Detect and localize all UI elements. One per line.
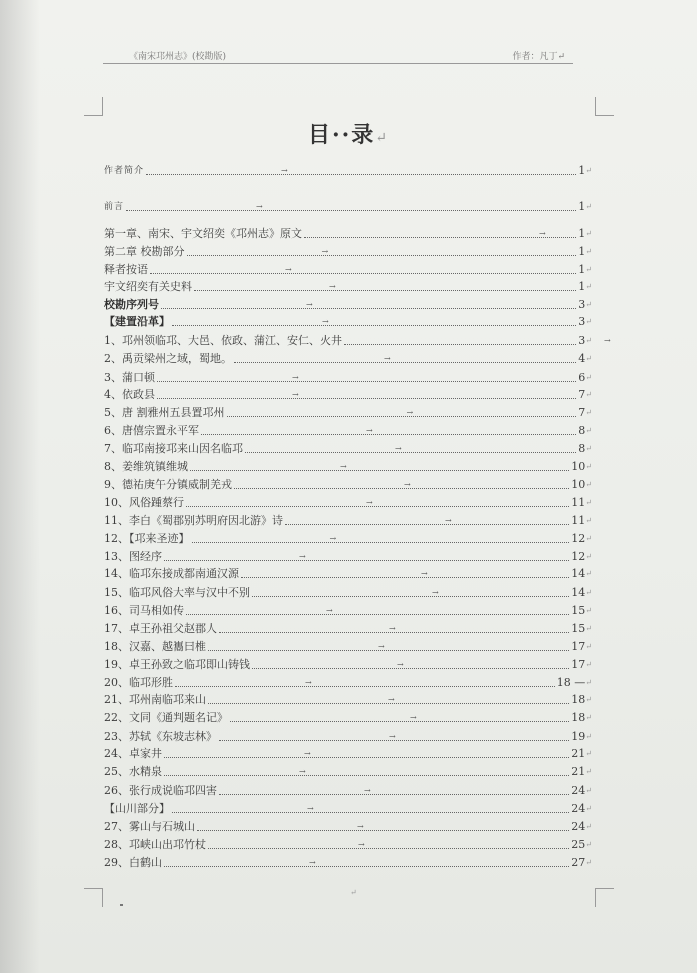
dot-leader xyxy=(194,282,576,291)
toc-entry-label: 9、德祐庚午分镇威制羌戎 xyxy=(104,478,232,491)
dot-leader xyxy=(241,569,569,578)
toc-page-number: 21 xyxy=(571,765,586,778)
tab-arrow-icon: → xyxy=(329,534,337,543)
dot-leader xyxy=(219,732,569,741)
tab-arrow-icon: → xyxy=(366,498,373,507)
dot-leader xyxy=(252,660,569,669)
toc-entry[interactable] xyxy=(104,728,592,744)
toc-page-number: 19 xyxy=(571,730,586,743)
toc-page-number: 24 xyxy=(571,820,586,833)
tab-arrow-icon: → xyxy=(366,426,373,435)
toc-entry[interactable] xyxy=(104,800,592,816)
toc-entry[interactable] xyxy=(104,512,592,528)
toc-page-number: 8 xyxy=(578,442,586,455)
toc-entry-label: 2、禹贡梁州之域，蜀地。 xyxy=(104,352,232,365)
toc-entry[interactable] xyxy=(104,332,611,348)
toc-page-number: 7 xyxy=(578,388,586,401)
toc-entry[interactable] xyxy=(104,494,592,510)
dot-leader xyxy=(164,767,569,776)
toc-entry[interactable] xyxy=(104,836,592,852)
toc-entry-label: 16、司马相如传 xyxy=(104,604,184,617)
tab-arrow-icon: → xyxy=(604,336,611,345)
toc-entry[interactable] xyxy=(104,386,592,402)
toc-entry[interactable] xyxy=(104,225,592,241)
paragraph-mark-icon: ↵ xyxy=(585,606,592,615)
toc-page-number: 15 xyxy=(571,604,586,617)
dot-leader xyxy=(146,166,576,175)
dot-leader xyxy=(208,840,569,849)
toc-entry[interactable] xyxy=(104,548,592,564)
paragraph-mark-icon: ↵ xyxy=(585,247,592,256)
toc-page-number: 3 xyxy=(578,315,586,328)
dot-leader xyxy=(186,606,569,615)
toc-title xyxy=(0,118,697,149)
paragraph-mark-icon: ↵ xyxy=(375,130,390,146)
toc-page-number: 6 xyxy=(578,371,586,384)
paragraph-mark-icon: ↵ xyxy=(585,265,592,274)
toc-page-number: 11 xyxy=(571,514,586,527)
dot-leader xyxy=(157,373,576,382)
toc-page-number: 12 xyxy=(571,550,586,563)
toc-entry[interactable] xyxy=(104,278,592,294)
header-rule xyxy=(103,63,573,64)
toc-page-number: 10 xyxy=(571,478,586,491)
header-title: 《南宋邛州志》(校勘版) xyxy=(129,52,227,62)
toc-page-number: 24 xyxy=(571,802,586,815)
toc-entry[interactable] xyxy=(104,313,592,329)
paragraph-mark-icon: ↵ xyxy=(585,498,592,507)
toc-entry[interactable] xyxy=(104,818,592,834)
tab-arrow-icon: → xyxy=(306,300,313,309)
dot-leader xyxy=(219,624,569,633)
toc-entry-label: 前言 xyxy=(104,202,125,212)
paragraph-mark-icon: ↵ xyxy=(585,480,592,489)
dot-leader xyxy=(161,300,576,309)
toc-page-number: 18 xyxy=(571,711,586,724)
margin-corner-bottom-right xyxy=(595,888,614,907)
dot-leader xyxy=(172,317,576,326)
dot-leader xyxy=(186,498,569,507)
dot-leader xyxy=(245,444,576,453)
paragraph-mark-icon: ↵ xyxy=(585,390,592,399)
toc-entry-label: 21、邛州南临邛来山 xyxy=(104,693,206,706)
paragraph-mark-icon: ↵ xyxy=(585,732,592,741)
scan-speck xyxy=(120,904,123,906)
toc-entry-label: 17、卓王孙祖父赵郡人 xyxy=(104,622,217,635)
dot-leader xyxy=(192,534,570,543)
toc-entry-label: 22、文同《通判题名记》 xyxy=(104,711,228,724)
toc-entry-label: 校勘序列号 xyxy=(104,298,159,311)
toc-page-number: 15 xyxy=(571,622,586,635)
paragraph-mark-icon: ↵ xyxy=(585,336,592,345)
tab-arrow-icon: → xyxy=(357,822,364,831)
dot-leader xyxy=(234,354,576,363)
toc-entry-label: 第二章 校勘部分 xyxy=(104,245,185,258)
tab-arrow-icon: → xyxy=(388,695,395,704)
toc-page-number: 17 xyxy=(571,640,586,653)
tab-arrow-icon: → xyxy=(445,516,452,525)
toc-entry[interactable] xyxy=(104,458,592,474)
toc-entry-label: 23、苏轼《东坡志林》 xyxy=(104,730,217,743)
tab-arrow-icon: → xyxy=(364,786,371,795)
toc-entry[interactable] xyxy=(104,602,592,618)
paragraph-mark-icon: ↵ xyxy=(585,804,592,813)
dot-leader xyxy=(197,822,569,831)
toc-entry-label: 3、蒲口顿 xyxy=(104,371,155,384)
toc-entry-label: 6、唐僖宗置永平军 xyxy=(104,424,199,437)
toc-page-number: 1 xyxy=(578,227,586,240)
toc-entry-label: 宇文绍奕有关史料 xyxy=(104,280,192,293)
toc-entry[interactable] xyxy=(104,369,592,385)
toc-entry[interactable] xyxy=(104,656,592,672)
toc-entry-label: 28、邛峡山出邛竹杖 xyxy=(104,838,206,851)
paragraph-mark-icon: ↵ xyxy=(585,373,592,382)
paragraph-mark-icon: ↵ xyxy=(585,202,592,211)
dot-leader xyxy=(164,858,569,867)
tab-arrow-icon: → xyxy=(539,229,546,238)
dot-leader xyxy=(150,265,576,274)
toc-page-number: 18 xyxy=(571,693,586,706)
tab-arrow-icon: → xyxy=(309,858,316,867)
paragraph-mark-icon: ↵ xyxy=(585,552,592,561)
toc-entry-label: 20、临邛形胜 xyxy=(104,676,173,689)
toc-entry-label: 10、风俗踵蔡行 xyxy=(104,496,184,509)
paragraph-mark-icon: ↵ xyxy=(585,588,592,597)
toc-entry[interactable] xyxy=(104,404,592,420)
paragraph-mark-icon: ↵ xyxy=(585,166,592,175)
toc-page-number: 1 xyxy=(578,164,586,177)
paragraph-mark-icon: ↵ xyxy=(585,713,592,722)
paragraph-mark-icon: ↵ xyxy=(585,426,592,435)
dot-leader xyxy=(172,804,569,813)
toc-entry-label: 【山川部分】 xyxy=(104,802,170,815)
toc-page-number: 3 xyxy=(578,298,586,311)
paragraph-mark-icon: ↵ xyxy=(585,300,592,309)
toc-entry[interactable] xyxy=(104,782,592,798)
toc-entry-label: 【建置沿革】 xyxy=(104,315,170,328)
toc-page-number: 12 xyxy=(571,532,586,545)
tab-arrow-icon: → xyxy=(340,462,347,471)
dot-leader xyxy=(227,408,577,417)
footer-paragraph-mark: ↵ xyxy=(350,888,357,897)
tab-arrow-icon: → xyxy=(299,552,306,561)
toc-entry-label: 29、白鹤山 xyxy=(104,856,162,869)
toc-entry[interactable] xyxy=(104,854,592,870)
toc-entry[interactable] xyxy=(104,162,592,178)
tab-arrow-icon: → xyxy=(410,713,417,722)
toc-entry[interactable] xyxy=(104,261,592,277)
toc-entry[interactable] xyxy=(104,691,592,707)
toc-page-number: 8 xyxy=(578,424,586,437)
toc-page-number: 27 xyxy=(571,856,586,869)
toc-entry[interactable] xyxy=(104,620,592,636)
tab-arrow-icon: → xyxy=(358,840,365,849)
tab-arrow-icon: → xyxy=(326,606,333,615)
toc-page-number: 21 xyxy=(571,747,586,760)
toc-page-number: 7 xyxy=(578,406,586,419)
paragraph-mark-icon: ↵ xyxy=(585,624,592,633)
toc-entry-label: 18、汉嘉、越巂曰椎 xyxy=(104,640,206,653)
dot-leader xyxy=(187,247,577,256)
toc-page-number: 14 xyxy=(571,586,586,599)
tab-arrow-icon: → xyxy=(307,804,314,813)
dot-leader xyxy=(164,749,569,758)
paragraph-mark-icon: ↵ xyxy=(585,767,592,776)
dot-leader xyxy=(304,229,576,238)
dot-leader xyxy=(201,426,576,435)
toc-page-number: 14 xyxy=(571,567,586,580)
dot-leader xyxy=(219,786,569,795)
toc-entry-label: 第一章、南宋、宇文绍奕《邛州志》原文 xyxy=(104,227,302,240)
toc-entry-label: 26、张行成说临邛四害 xyxy=(104,784,217,797)
tab-arrow-icon: → xyxy=(321,247,329,256)
paragraph-mark-icon: ↵ xyxy=(585,749,592,758)
toc-entry[interactable] xyxy=(104,763,592,779)
dot-leader xyxy=(344,336,611,345)
paragraph-mark-icon: ↵ xyxy=(585,678,592,687)
paragraph-mark-icon: ↵ xyxy=(585,534,592,543)
toc-entry-label: 13、图经序 xyxy=(104,550,162,563)
toc-page-number: 25 xyxy=(571,838,586,851)
toc-entry-label: 1、邛州领临邛、大邑、依政、蒲江、安仁、火井 xyxy=(104,334,342,347)
tab-arrow-icon: → xyxy=(329,282,336,291)
toc-page-number: 11 xyxy=(571,496,586,509)
toc-page-number: 1 xyxy=(578,200,586,213)
toc-title-text: 目··录 xyxy=(307,122,376,148)
toc-entry[interactable] xyxy=(104,422,592,438)
paragraph-mark-icon: ↵ xyxy=(585,408,592,417)
tab-arrow-icon: → xyxy=(389,732,396,741)
header-author: 作者：凡丁↵ xyxy=(512,52,565,62)
paragraph-mark-icon: ↵ xyxy=(585,695,592,704)
tab-arrow-icon: → xyxy=(395,444,402,453)
toc-entry-label: 11、李白《蜀郡别苏明府因北游》诗 xyxy=(104,514,283,527)
dot-leader xyxy=(157,390,576,399)
toc-entry[interactable] xyxy=(104,476,592,492)
toc-entry-label: 4、依政县 xyxy=(104,388,155,401)
tab-arrow-icon: → xyxy=(432,588,439,597)
paragraph-mark-icon: ↵ xyxy=(585,229,592,238)
tab-arrow-icon: → xyxy=(305,678,312,687)
tab-arrow-icon: → xyxy=(292,390,299,399)
paragraph-mark-icon: ↵ xyxy=(585,642,592,651)
toc-entry[interactable] xyxy=(104,296,592,312)
toc-entry[interactable] xyxy=(104,745,592,761)
toc-entry[interactable] xyxy=(104,350,592,366)
toc-page-number: 1 xyxy=(578,245,586,258)
tab-arrow-icon: → xyxy=(397,660,404,669)
tab-arrow-icon: → xyxy=(406,408,414,417)
dot-leader xyxy=(126,202,576,211)
toc-entry[interactable] xyxy=(104,198,592,214)
paragraph-mark-icon: ↵ xyxy=(585,282,592,291)
toc-entry-label: 12、【邛来圣迹】 xyxy=(104,532,190,545)
toc-entry-label: 7、临邛南接邛来山因名临邛 xyxy=(104,442,243,455)
tab-arrow-icon: → xyxy=(378,642,385,651)
toc-page-number: 10 xyxy=(571,460,586,473)
dot-leader xyxy=(175,678,555,687)
toc-entry[interactable] xyxy=(104,674,592,690)
tab-arrow-icon: → xyxy=(404,480,411,489)
toc-entry-label: 作者简介 xyxy=(104,166,145,176)
dot-leader xyxy=(252,588,569,597)
paragraph-mark-icon: ↵ xyxy=(585,516,592,525)
paragraph-mark-icon: ↵ xyxy=(585,569,592,578)
dot-leader xyxy=(164,552,569,561)
toc-entry[interactable] xyxy=(104,440,592,456)
toc-entry-label: 25、水精泉 xyxy=(104,765,162,778)
toc-page-number: 3 xyxy=(578,334,586,347)
margin-corner-top-left xyxy=(84,97,103,116)
toc-entry-label: 15、临邛风俗大率与汉中不别 xyxy=(104,586,250,599)
tab-arrow-icon: → xyxy=(304,749,311,758)
toc-entry-label: 24、卓家井 xyxy=(104,747,162,760)
toc-page-number: 4 xyxy=(578,352,586,365)
toc-entry[interactable] xyxy=(104,243,592,259)
tab-arrow-icon: → xyxy=(384,354,391,363)
tab-arrow-icon: → xyxy=(389,624,396,633)
paragraph-mark-icon: ↵ xyxy=(585,840,592,849)
toc-page-number: 1 xyxy=(578,280,586,293)
toc-entry[interactable] xyxy=(104,530,592,546)
toc-entry-label: 8、姜维筑镇维城 xyxy=(104,460,188,473)
dot-leader xyxy=(285,516,569,525)
paragraph-mark-icon: ↵ xyxy=(585,786,592,795)
dot-leader xyxy=(190,462,569,471)
paragraph-mark-icon: ↵ xyxy=(585,858,592,867)
paragraph-mark-icon: ↵ xyxy=(585,822,592,831)
paragraph-mark-icon: ↵ xyxy=(585,462,592,471)
tab-arrow-icon: → xyxy=(281,166,288,175)
toc-entry[interactable] xyxy=(104,638,592,654)
margin-corner-top-right xyxy=(595,97,614,116)
toc-entry[interactable] xyxy=(104,709,592,725)
tab-arrow-icon: → xyxy=(292,373,299,382)
toc-entry-label: 5、唐 割雅州五县置邛州 xyxy=(104,406,225,419)
tab-arrow-icon: → xyxy=(299,767,306,776)
tab-arrow-icon: → xyxy=(285,265,292,274)
dot-leader xyxy=(208,642,569,651)
paragraph-mark-icon: ↵ xyxy=(585,354,592,363)
toc-entry-label: 14、临邛东接成都南通汉源 xyxy=(104,567,239,580)
toc-entry-label: 27、雾山与石城山 xyxy=(104,820,195,833)
dot-leader xyxy=(230,713,569,722)
paragraph-mark-icon: ↵ xyxy=(585,317,592,326)
toc-page-number: 1 xyxy=(578,263,586,276)
dot-leader xyxy=(208,695,569,704)
toc-page-number: 24 xyxy=(571,784,586,797)
margin-corner-bottom-left xyxy=(84,888,103,907)
toc-page-number: 18 — xyxy=(556,676,586,689)
paragraph-mark-icon: ↵ xyxy=(585,444,592,453)
dot-leader xyxy=(234,480,569,489)
toc-entry-label: 19、卓王孙致之临邛即山铸钱 xyxy=(104,658,250,671)
toc-page-number: 17 xyxy=(571,658,586,671)
paragraph-mark-icon: ↵ xyxy=(585,660,592,669)
tab-arrow-icon: → xyxy=(256,202,263,211)
toc-entry[interactable] xyxy=(104,565,592,581)
toc-entry-label: 释者按语 xyxy=(104,263,148,276)
tab-arrow-icon: → xyxy=(421,569,428,578)
toc-entry[interactable] xyxy=(104,584,592,600)
tab-arrow-icon: → xyxy=(322,317,329,326)
